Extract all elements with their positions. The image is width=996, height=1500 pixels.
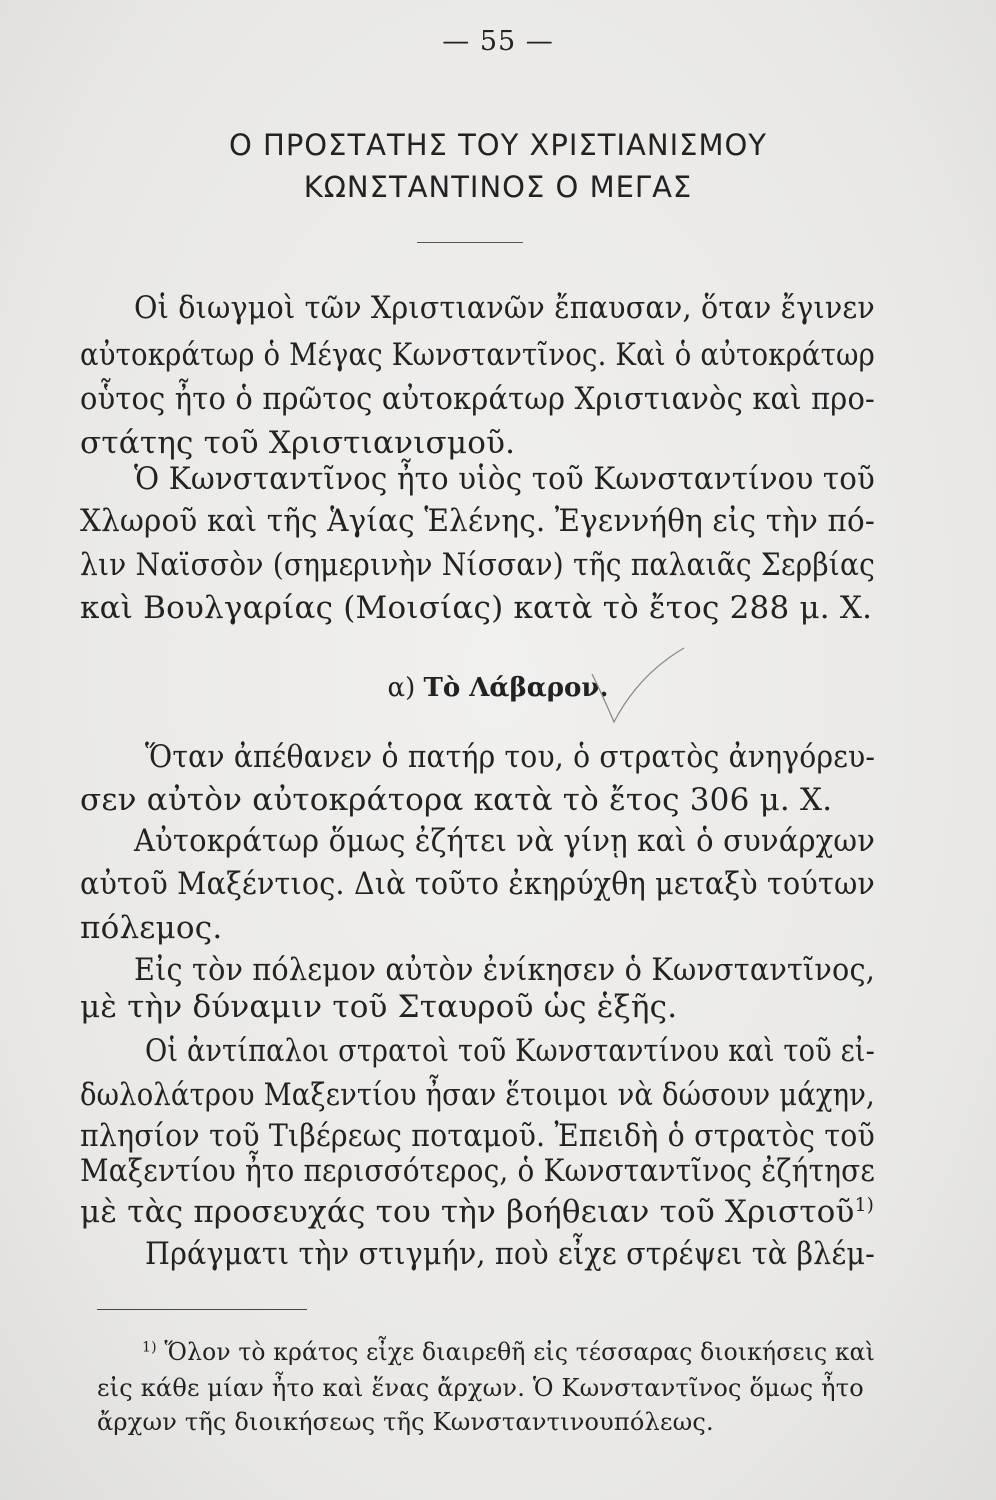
- text-line: αὐτοκράτωρ ὁ Μέγας Κωνσταντῖνος. Καὶ ὁ αὐτοκράτωρ: [80, 337, 876, 373]
- text-line: οὗτος ἦτο ὁ πρῶτος αὐτοκράτωρ Χριστιανὸς καὶ προ-: [80, 381, 875, 417]
- text-line: μὲ τὴν δύναμιν τοῦ Σταυροῦ ὡς ἑξῆς.: [80, 989, 678, 1025]
- text-line: αὐτοῦ Μαξέντιος. Διὰ τοῦτο ἐκηρύχθη μεταξὺ τούτων: [80, 866, 875, 902]
- text-line: Εἰς τὸν πόλεμον αὐτὸν ἐνίκησεν ὁ Κωνσταντῖνος,: [134, 952, 875, 988]
- section-title: Τὸ Λάβαρον.: [423, 673, 609, 703]
- footnote-line: [142, 1340, 875, 1364]
- text-line: στάτης τοῦ Χριστιανισμοῦ.: [80, 425, 516, 461]
- page-number: — 55 —: [442, 26, 554, 57]
- section-heading: [0, 673, 996, 703]
- footnote-divider: [97, 1309, 307, 1310]
- text-line: Πράγματι τὴν στιγμήν, ποὺ εἶχε στρέψει τὰ βλέμ-: [145, 1236, 875, 1272]
- footnote-marker: 1): [142, 1339, 157, 1356]
- text-line-with-footnote: [80, 1194, 875, 1230]
- text-line: μὲ τὰς προσευχάς του τὴν βοήθειαν τοῦ Χριστοῦ: [80, 1194, 855, 1230]
- footnote-reference: 1): [854, 1194, 875, 1216]
- text-line: Οἱ ἀντίπαλοι στρατοὶ τοῦ Κωνσταντίνου καὶ τοῦ εἰ-: [145, 1033, 875, 1069]
- chapter-title-line-1: Ο ΠΡΟΣΤΑΤΗΣ ΤΟΥ ΧΡΙΣΤΙΑΝΙΣΜΟΥ: [228, 128, 768, 162]
- title-divider: [417, 242, 523, 243]
- footnote-line: εἰς κάθε μίαν ἦτο καὶ ἕνας ἄρχων. Ὁ Κωνσταντῖνος ὅμως ἦτο: [97, 1374, 864, 1402]
- text-line: Μαξεντίου ἦτο περισσότερος, ὁ Κωνσταντῖνος ἐζήτησε: [80, 1153, 875, 1189]
- text-line: σεν αὐτὸν αὐτοκράτορα κατὰ τὸ ἔτος 306 μ. Χ.: [80, 782, 833, 818]
- chapter-title-line-2: ΚΩΝΣΤΑΝΤΙΝΟΣ Ο ΜΕΓΑΣ: [303, 170, 693, 204]
- footnote-text: Ὅλον τὸ κράτος εἶχε διαιρεθῆ εἰς τέσσαρας διοικήσεις καὶ: [164, 1338, 875, 1366]
- text-line: Ὅταν ἀπέθανεν ὁ πατήρ του, ὁ στρατὸς ἀνηγόρευ-: [145, 739, 876, 775]
- text-line: Οἱ διωγμοὶ τῶν Χριστιανῶν ἔπαυσαν, ὅταν ἔγινεν: [134, 290, 875, 326]
- text-line: λιν Ναϊσσὸν (σημερινὴν Νίσσαν) τῆς παλαιᾶς Σερβίας: [80, 547, 876, 583]
- footnote-line: ἄρχων τῆς διοικήσεως τῆς Κωνσταντινουπόλεως.: [97, 1408, 714, 1436]
- section-marker: α): [387, 673, 416, 703]
- text-line: πλησίον τοῦ Τιβέρεως ποταμοῦ. Ἐπειδὴ ὁ στρατὸς τοῦ: [80, 1118, 875, 1154]
- text-line: δωλολάτρου Μαξεντίου ἦσαν ἕτοιμοι νὰ δώσουν μάχην,: [80, 1077, 875, 1113]
- pencil-check-mark: [588, 640, 688, 730]
- text-line: Χλωροῦ καὶ τῆς Ἁγίας Ἑλένης. Ἐγεννήθη εἰς τὴν πό-: [80, 503, 876, 539]
- text-line: Ὁ Κωνσταντῖνος ἦτο υἱὸς τοῦ Κωνσταντίνου τοῦ: [134, 461, 876, 497]
- text-line: πόλεμος.: [80, 910, 223, 946]
- text-line: καὶ Βουλγαρίας (Μοισίας) κατὰ τὸ ἔτος 288 μ. Χ.: [80, 590, 873, 626]
- text-line: Αὐτοκράτωρ ὅμως ἐζήτει νὰ γίνῃ καὶ ὁ συνάρχων: [134, 823, 876, 859]
